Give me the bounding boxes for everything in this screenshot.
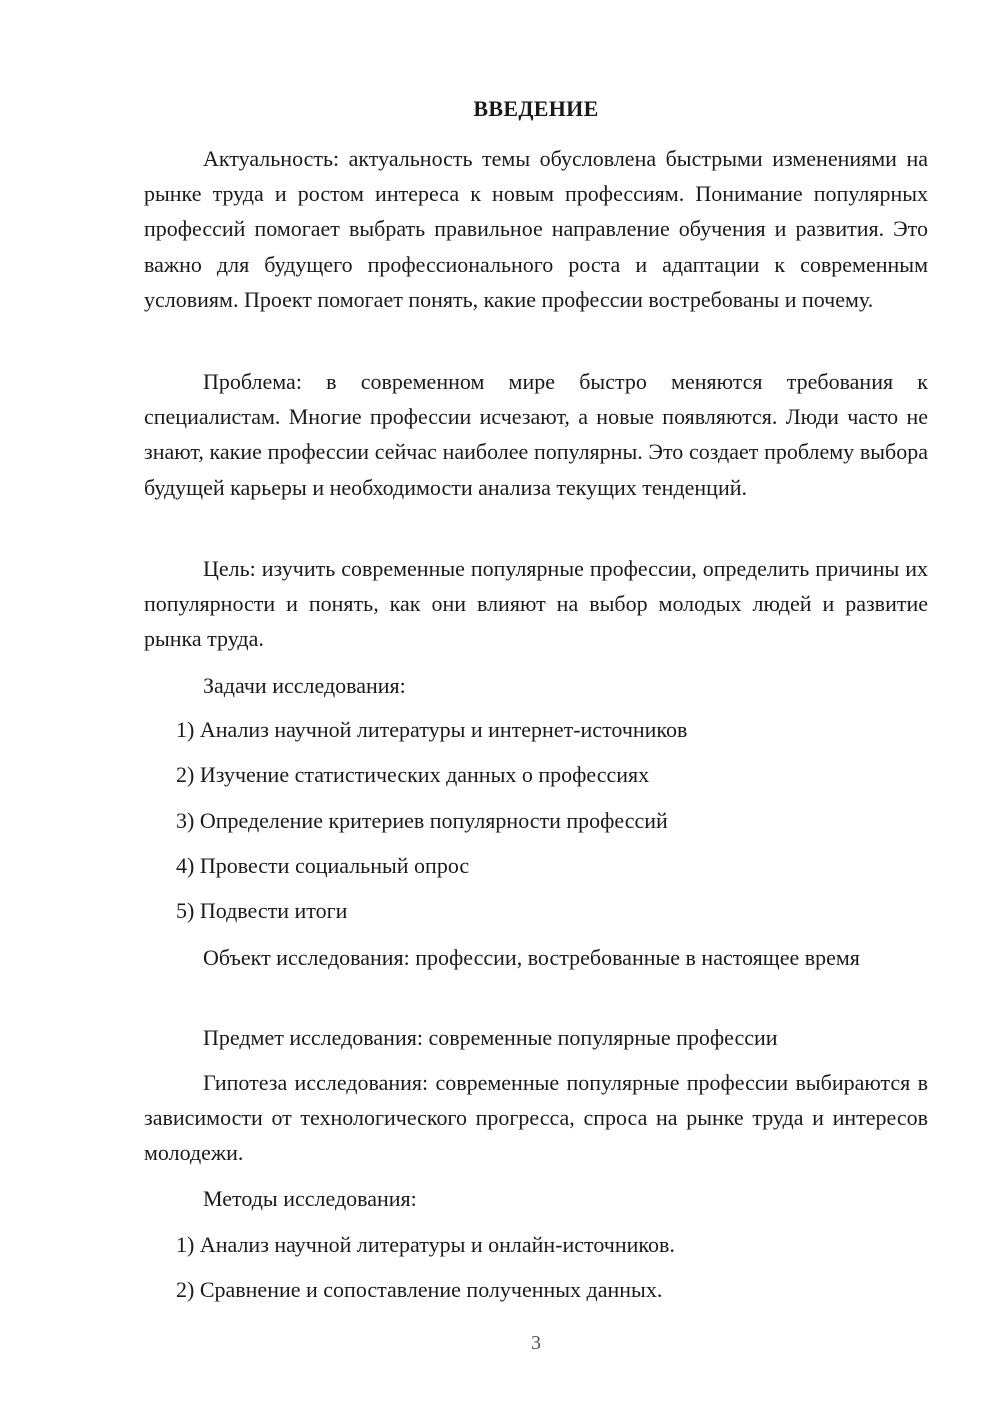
hypothesis-paragraph: Гипотеза исследования: современные популярные профессии выбираются в зависимости от технологического прогресса, спроса на рынке труда и интересов молодежи.	[144, 1070, 928, 1166]
relevance-paragraph: Актуальность: актуальность темы обусловлена быстрыми изменениями на рынке труда и ростом интереса к новым профессиям. Понимание популярных профессий помогает выбрать правильное направление обучения и развития. Это важно для будущего профессионального роста и адаптации к современным условиям. Проект помогает понять, какие профессии востребованы и почему.	[144, 146, 928, 312]
methods-heading: Методы исследования:	[203, 1186, 417, 1211]
task-item-5: 5) Подвести итоги	[176, 898, 348, 923]
method-item-2: 2) Сравнение и сопоставление полученных данных.	[176, 1277, 663, 1302]
problem-paragraph: Проблема: в современном мире быстро меняются требования к специалистам. Многие профессии исчезают, а новые появляются. Люди часто не знают, какие профессии сейчас наиболее популярны. Это создает проблему выбора будущей карьеры и необходимости анализа текущих тенденций.	[144, 369, 928, 500]
tasks-heading: Задачи исследования:	[203, 673, 406, 698]
object-paragraph: Объект исследования: профессии, востребованные в настоящее время	[203, 945, 860, 970]
task-item-3: 3) Определение критериев популярности профессий	[176, 808, 668, 833]
task-item-1: 1) Анализ научной литературы и интернет-источников	[176, 717, 688, 742]
task-item-2: 2) Изучение статистических данных о профессиях	[176, 762, 650, 787]
page-title: ВВЕДЕНИЕ	[473, 96, 599, 121]
task-item-4: 4) Провести социальный опрос	[176, 853, 470, 878]
method-item-1: 1) Анализ научной литературы и онлайн-источников.	[176, 1232, 675, 1257]
goal-paragraph: Цель: изучить современные популярные профессии, определить причины их популярности и понять, как они влияют на выбор молодых людей и развитие рынка труда.	[144, 556, 928, 652]
page-number: 3	[531, 1332, 541, 1354]
subject-paragraph: Предмет исследования: современные популярные профессии	[203, 1025, 778, 1050]
